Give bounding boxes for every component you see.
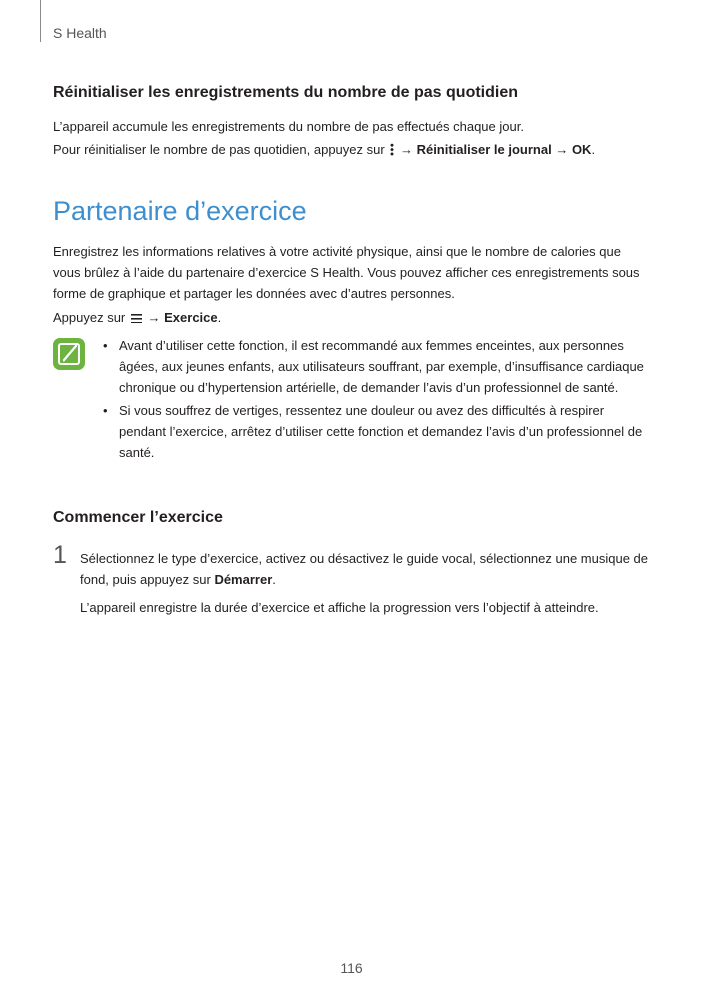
more-options-icon [390, 143, 394, 156]
step-instruction [80, 548, 650, 590]
note-icon [53, 338, 85, 370]
running-header: S Health [53, 25, 107, 41]
list-item [103, 400, 648, 463]
reset-journal-label: Réinitialiser le journal [416, 142, 552, 157]
step-text: Sélectionnez le type d’exercice, activez ou désactivez le guide vocal, sélectionnez une musique de fond, puis appuyez sur [80, 551, 649, 587]
arrow-glyph: → [399, 142, 413, 157]
step-number: 1 [53, 541, 67, 569]
note-text: Avant d’utiliser cette fonction, il est recommandé aux femmes enceintes, aux personnes âgées, aux jeunes enfants, aux utilisateurs souffrant, par exemple, d’insuffisance cardiaque chronique ou d’hypertension artérielle, de demander l’avis d’un professionnel de santé. [119, 338, 644, 395]
arrow-glyph: → [147, 310, 161, 325]
exercise-label: Exercice [164, 310, 218, 325]
section-title-start-exercise: Commencer l’exercice [53, 509, 223, 526]
exercise-instruction [53, 307, 649, 328]
instruction-prefix: Pour réinitialiser le nombre de pas quotidien, appuyez sur [53, 142, 385, 157]
sentence-end: . [217, 310, 222, 325]
start-label: Démarrer [214, 572, 273, 587]
bullet-glyph: • [103, 338, 108, 353]
notes-list [103, 335, 648, 465]
ok-label: OK [571, 142, 592, 157]
header-rule [40, 0, 41, 42]
note-text: Si vous souffrez de vertiges, ressentez une douleur ou avez des difficultés à respirer pendant l’exercice, arrêtez d’utiliser cette fonction et demandez l’avis d’un professionnel de santé. [119, 403, 643, 460]
arrow-glyph: → [555, 142, 569, 157]
exercise-intro: Enregistrez les informations relatives à votre activité physique, ainsi que le nombre de calories que vous brûlez à l’aide du partenaire d’exercice S Health. Vous pouvez afficher ces enregistrements sous forme de graphique et partager les données avec d’autres personnes. [53, 244, 640, 301]
bullet-glyph: • [103, 403, 108, 418]
section-title-reset-steps: Réinitialiser les enregistrements du nombre de pas quotidien [53, 84, 518, 101]
reset-steps-text: L’appareil accumule les enregistrements du nombre de pas effectués chaque jour. [53, 119, 524, 134]
reset-steps-instruction [53, 139, 649, 160]
sentence-end: . [591, 142, 596, 157]
sentence-end: . [272, 572, 276, 587]
page-title: Partenaire d’exercice [53, 196, 307, 226]
list-item [103, 335, 648, 398]
menu-icon [131, 314, 142, 323]
step-result: L’appareil enregistre la durée d’exercice et affiche la progression vers l’objectif à atteindre. [80, 600, 599, 615]
page-number: 116 [340, 960, 363, 976]
instruction-prefix: Appuyez sur [53, 310, 126, 325]
